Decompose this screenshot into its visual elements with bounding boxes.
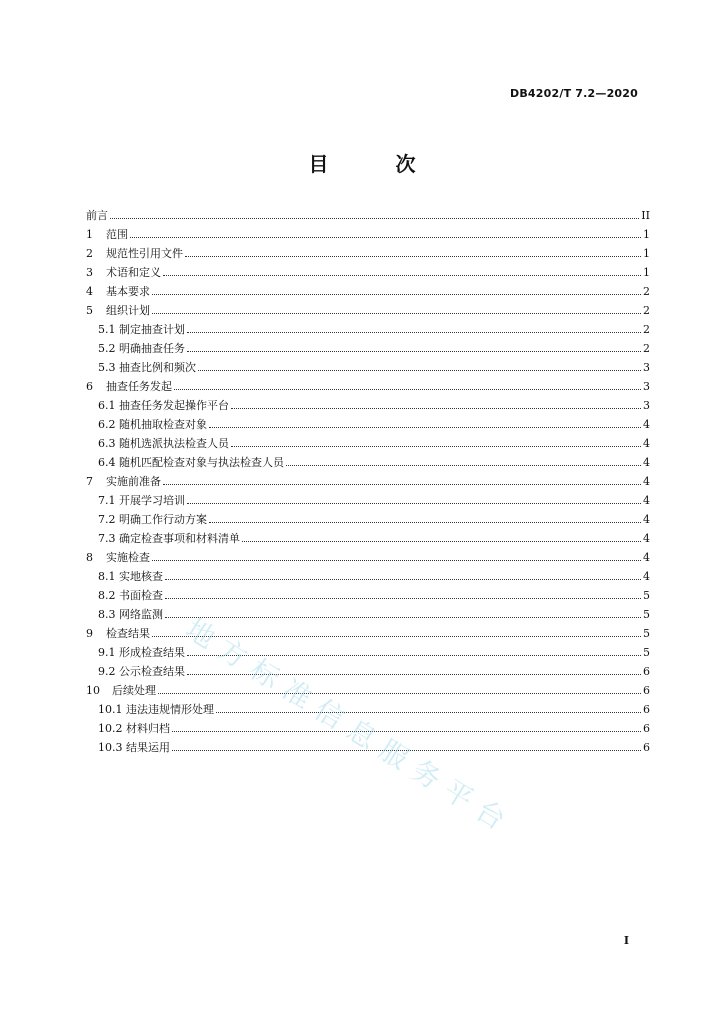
toc-entry-label: 7.2 明确工作行动方案: [98, 513, 207, 526]
toc-entry-page: 4: [643, 513, 650, 526]
toc-entry-label: 10.1 违法违规情形处理: [98, 703, 214, 716]
toc-entry-number: 9: [86, 627, 93, 640]
page-number: I: [623, 934, 629, 947]
toc-entry[interactable]: [86, 678, 650, 697]
watermark: 地方标准信息服务平台: [179, 612, 520, 842]
toc-entry-label: 6.2 随机抽取检查对象: [98, 418, 207, 431]
toc-dot-leader: [185, 255, 641, 257]
toc-entry-label: 范围: [106, 228, 128, 241]
page-title: 目 次: [308, 152, 446, 176]
toc-dot-leader: [187, 331, 641, 333]
toc-entry[interactable]: [86, 241, 650, 260]
toc-entry[interactable]: [86, 640, 650, 659]
toc-entry-label: 10.3 结果运用: [98, 741, 170, 754]
toc-entry-page: 2: [643, 304, 650, 317]
toc-entry-number: 7: [86, 475, 93, 488]
toc-entry-label: 检查结果: [106, 627, 150, 640]
toc-entry-label: 规范性引用文件: [106, 247, 183, 260]
toc-entry-page: 5: [643, 608, 650, 621]
toc-entry-page: 1: [643, 247, 650, 260]
toc-entry-label: 8.3 网络监测: [98, 608, 163, 621]
toc-entry[interactable]: [86, 583, 650, 602]
toc-entry[interactable]: [86, 602, 650, 621]
toc-entry[interactable]: [86, 469, 650, 488]
toc-entry-page: 6: [643, 722, 650, 735]
toc-entry-number: 5: [86, 304, 93, 317]
toc-entry-number: 10: [86, 684, 100, 697]
toc-entry[interactable]: [86, 545, 650, 564]
toc-dot-leader: [242, 540, 641, 542]
toc-entry-label: 5.3 抽查比例和频次: [98, 361, 196, 374]
toc-entry-label: 后续处理: [112, 684, 156, 697]
toc-dot-leader: [187, 350, 641, 352]
toc-entry[interactable]: [86, 621, 650, 640]
toc-entry-label: 9.1 形成检查结果: [98, 646, 185, 659]
toc-entry-label: 实施前准备: [106, 475, 161, 488]
toc-entry-label: 8.1 实地核查: [98, 570, 163, 583]
toc-entry[interactable]: [86, 564, 650, 583]
toc-dot-leader: [216, 711, 641, 713]
toc-entry[interactable]: [86, 336, 650, 355]
toc-dot-leader: [158, 692, 641, 694]
toc-entry-page: 3: [643, 361, 650, 374]
toc-entry-page: 6: [643, 684, 650, 697]
toc-entry-page: 5: [643, 589, 650, 602]
toc-entry-number: 4: [86, 285, 93, 298]
toc-dot-leader: [163, 483, 641, 485]
toc-dot-leader: [172, 730, 641, 732]
toc-entry-label: 术语和定义: [106, 266, 161, 279]
toc-entry-label: 实施检查: [106, 551, 150, 564]
toc-entry[interactable]: [86, 374, 650, 393]
toc-entry[interactable]: [86, 507, 650, 526]
toc-dot-leader: [286, 464, 641, 466]
toc-entry-page: 4: [643, 475, 650, 488]
toc-entry-page: 4: [643, 418, 650, 431]
toc-entry-label: 5.1 制定抽查计划: [98, 323, 185, 336]
toc-entry-page: 6: [643, 741, 650, 754]
toc-entry-label: 组织计划: [106, 304, 150, 317]
toc-entry[interactable]: [86, 317, 650, 336]
toc-entry[interactable]: [86, 279, 650, 298]
toc-entry[interactable]: [86, 526, 650, 545]
toc-entry-page: 2: [643, 342, 650, 355]
toc-entry[interactable]: [86, 203, 650, 222]
toc-entry-label: 10.2 材料归档: [98, 722, 170, 735]
toc-dot-leader: [110, 217, 639, 219]
toc-entry-number: 3: [86, 266, 93, 279]
toc-dot-leader: [174, 388, 641, 390]
toc-entry-label: 6.3 随机选派执法检查人员: [98, 437, 229, 450]
toc-entry-label: 抽查任务发起: [106, 380, 172, 393]
toc-dot-leader: [152, 559, 641, 561]
toc-entry[interactable]: [86, 298, 650, 317]
toc-entry[interactable]: [86, 431, 650, 450]
toc-entry-page: 4: [643, 570, 650, 583]
toc-entry-number: 2: [86, 247, 93, 260]
toc-entry-page: 2: [643, 323, 650, 336]
toc-entry-page: 1: [643, 228, 650, 241]
toc-dot-leader: [165, 616, 641, 618]
toc-entry-page: 1: [643, 266, 650, 279]
toc-entry[interactable]: [86, 488, 650, 507]
toc-entry-label: 6.1 抽查任务发起操作平台: [98, 399, 229, 412]
toc-dot-leader: [152, 293, 641, 295]
toc-entry-page: 4: [643, 494, 650, 507]
toc-entry-label: 前言: [86, 209, 108, 222]
toc-entry-label: 9.2 公示检查结果: [98, 665, 185, 678]
toc-entry-number: 1: [86, 228, 93, 241]
toc-entry-label: 6.4 随机匹配检查对象与执法检查人员: [98, 456, 284, 469]
toc-entry-page: 6: [643, 703, 650, 716]
toc-entry[interactable]: [86, 355, 650, 374]
toc-entry[interactable]: [86, 659, 650, 678]
toc-entry-number: 8: [86, 551, 93, 564]
toc-entry-label: 7.3 确定检查事项和材料清单: [98, 532, 240, 545]
toc-entry-page: 6: [643, 665, 650, 678]
toc-dot-leader: [165, 597, 641, 599]
toc-entry-page: 5: [643, 627, 650, 640]
table-of-contents: [86, 203, 650, 754]
toc-dot-leader: [130, 236, 641, 238]
toc-dot-leader: [187, 502, 641, 504]
toc-entry[interactable]: [86, 393, 650, 412]
toc-dot-leader: [165, 578, 641, 580]
toc-entry-page: 4: [643, 532, 650, 545]
document-code: DB4202/T 7.2—2020: [510, 87, 638, 100]
toc-entry-page: II: [641, 209, 650, 222]
toc-dot-leader: [209, 521, 641, 523]
toc-entry-page: 4: [643, 456, 650, 469]
toc-dot-leader: [231, 407, 641, 409]
toc-entry[interactable]: [86, 412, 650, 431]
toc-entry[interactable]: [86, 222, 650, 241]
toc-dot-leader: [231, 445, 641, 447]
toc-entry[interactable]: [86, 260, 650, 279]
toc-entry-label: 8.2 书面检查: [98, 589, 163, 602]
toc-entry-page: 4: [643, 437, 650, 450]
toc-entry-label: 7.1 开展学习培训: [98, 494, 185, 507]
toc-entry-label: 基本要求: [106, 285, 150, 298]
toc-entry-page: 3: [643, 399, 650, 412]
toc-entry-page: 2: [643, 285, 650, 298]
toc-entry-page: 4: [643, 551, 650, 564]
toc-entry-label: 5.2 明确抽查任务: [98, 342, 185, 355]
toc-entry[interactable]: [86, 450, 650, 469]
toc-entry-page: 5: [643, 646, 650, 659]
toc-entry-page: 3: [643, 380, 650, 393]
toc-dot-leader: [209, 426, 641, 428]
toc-entry-number: 6: [86, 380, 93, 393]
toc-dot-leader: [152, 312, 641, 314]
toc-dot-leader: [198, 369, 641, 371]
toc-dot-leader: [163, 274, 641, 276]
